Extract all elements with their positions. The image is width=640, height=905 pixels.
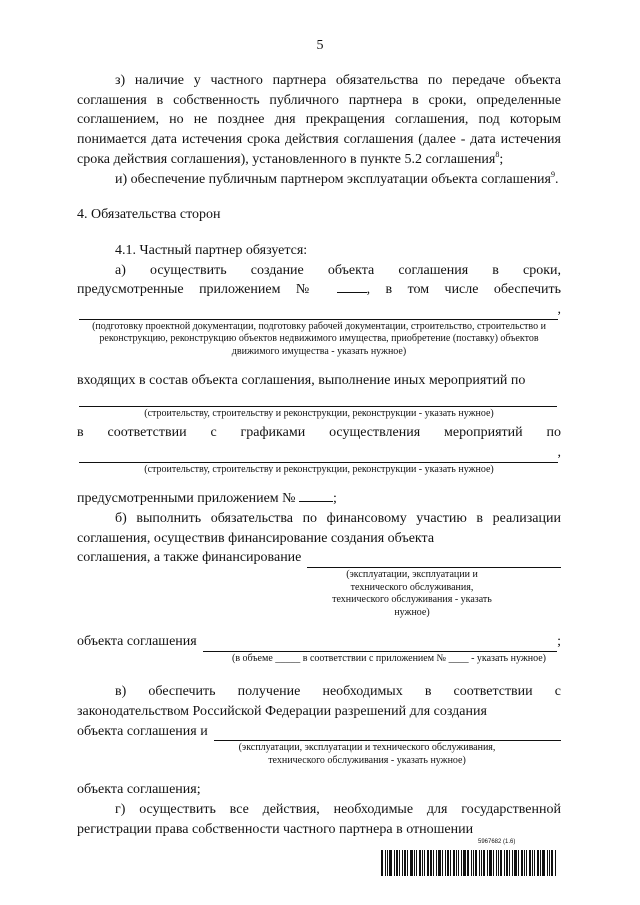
barcode-bar (396, 850, 398, 876)
barcode-bar (407, 850, 408, 876)
barcode-bar (555, 850, 556, 876)
section-heading: 4. Обязательства сторон (77, 207, 221, 223)
barcode-bar (512, 850, 513, 876)
appendix-number-blank-2[interactable] (299, 489, 333, 502)
caption-b2: (в объеме _____ в соответствии с приложением № ____ - указать нужное) (231, 652, 546, 664)
barcode-bar (526, 850, 527, 876)
paragraph-i (77, 170, 561, 190)
item-a-appendix-label-2: предусмотренными приложением № (77, 491, 296, 507)
fill-line-a1 (77, 300, 561, 320)
item-a-line-5 (77, 489, 561, 509)
barcode-bar (410, 850, 413, 876)
fill-line-a2 (77, 391, 561, 407)
fill-line-comma: , (557, 445, 561, 461)
fill-line-v1 (77, 722, 561, 742)
fill-line-b1 (77, 548, 561, 568)
barcode-bar (551, 850, 553, 876)
barcode-bar (389, 850, 392, 876)
barcode-bar (532, 850, 533, 876)
barcode-bar (471, 850, 472, 876)
barcode-bar (500, 850, 502, 876)
barcode-bar (461, 850, 462, 876)
blank-field-b2[interactable] (203, 636, 557, 652)
blank-field-a3[interactable] (79, 447, 558, 463)
barcode-bar (453, 850, 455, 876)
barcode-bar (481, 850, 482, 876)
barcode-bar (430, 850, 432, 876)
barcode-bar (537, 850, 539, 876)
paragraph-z-end: ; (499, 151, 504, 167)
barcode-number: 5967682 (1.6) (478, 839, 516, 845)
barcode-bar (542, 850, 545, 876)
barcode-bar (489, 850, 492, 876)
blank-field-b1[interactable] (307, 552, 561, 568)
item-g-text: г) осуществить все действия, необходимые для государственной регистрации права собственности частного партнера в отношении (77, 802, 561, 837)
appendix-number-blank[interactable] (337, 280, 367, 293)
fill-line-b2 (77, 632, 561, 652)
fill-line-semicolon: ; (557, 634, 561, 650)
caption-a3: (строительству, строительству и реконструкции, реконструкции - указать нужное) (144, 463, 494, 475)
paragraph-i-text: и) обеспечение публичным партнером эксплуатации объекта соглашения (115, 171, 551, 187)
barcode-bar (427, 850, 429, 876)
barcode-bar (529, 850, 531, 876)
barcode-bar (498, 850, 499, 876)
barcode-bar (534, 850, 535, 876)
barcode-bar (493, 850, 494, 876)
barcode-bar (547, 850, 548, 876)
barcode-bar (414, 850, 415, 876)
barcode-bar (402, 850, 403, 876)
barcode-bar (394, 850, 395, 876)
footnote-ref-9[interactable]: 9 (551, 169, 555, 179)
barcode-bar (463, 850, 466, 876)
item-v-line-3: объекта соглашения; (77, 782, 201, 798)
footnote-ref-8[interactable]: 8 (495, 149, 500, 159)
item-b-line-3: объекта соглашения (77, 634, 197, 650)
barcode-bar (521, 850, 523, 876)
barcode-bar (540, 850, 541, 876)
barcode-bar (438, 850, 441, 876)
barcode-bar (506, 850, 508, 876)
barcode-bar (475, 850, 477, 876)
barcode-bar (518, 850, 519, 876)
barcode-bar (458, 850, 459, 876)
item-a-line-4: в соответствии с графиками осуществления мероприятий по (77, 425, 561, 441)
document-barcode (381, 850, 560, 876)
fill-line-a3 (77, 443, 561, 463)
barcode-bar (467, 850, 469, 876)
item-v-line-2: объекта соглашения и (77, 723, 208, 739)
item-a-line-1: а) осуществить создание объекта соглашения в сроки, (115, 262, 561, 278)
blank-field-a2[interactable] (79, 391, 557, 407)
barcode-bar (385, 850, 386, 876)
barcode-bar (483, 850, 485, 876)
barcode-bar (404, 850, 406, 876)
item-a-line-2 (77, 280, 561, 300)
barcode-bar (436, 850, 437, 876)
barcode-bar (549, 850, 550, 876)
item-b-line-2: соглашения, а также финансирование (77, 550, 302, 566)
barcode-bar (509, 850, 510, 876)
item-a-line-3: входящих в состав объекта соглашения, выполнение иных мероприятий по (77, 373, 526, 389)
fill-line-comma: , (557, 302, 561, 318)
barcode-bar (504, 850, 505, 876)
barcode-bar (487, 850, 488, 876)
barcode-bar (524, 850, 525, 876)
page-number: 5 (316, 38, 324, 53)
caption-v1: (эксплуатации, эксплуатации и технического обслуживания, технического обслуживания - указать нужное) (238, 742, 496, 766)
item-a-end: ; (333, 491, 337, 507)
item-a-line-2-tail: , в том числе обеспечить (366, 282, 562, 298)
barcode-bar (456, 850, 457, 876)
barcode-bar (399, 850, 400, 876)
barcode-bar (387, 850, 388, 876)
caption-b1: (эксплуатации, эксплуатации и технического обслуживания, технического обслуживания - указать нужное) (332, 569, 492, 618)
barcode-bar (496, 850, 497, 876)
barcode-bar (473, 850, 474, 876)
barcode-bar (381, 850, 383, 876)
document-body (77, 71, 561, 840)
item-b-text: б) выполнить обязательства по финансовому участию в реализации соглашения, осуществив финансирование создания объекта (77, 511, 561, 546)
barcode-bar (479, 850, 480, 876)
caption-a1: (подготовку проектной документации, подготовку рабочей документации, строительство, строительство и реконструкцию, реконструкцию объектов недвижимого имущества, приобретение (поставку) объектов движимого имущества - указать нужное) (92, 320, 546, 357)
paragraph-z (77, 71, 561, 170)
barcode-bar (442, 850, 443, 876)
blank-field-a1[interactable] (79, 304, 558, 320)
barcode-bar (424, 850, 425, 876)
item-v-text: в) обеспечить получение необходимых в соответствии с законодательством Российской Федерации разрешений для создания (77, 684, 561, 720)
caption-a2: (строительству, строительству и реконструкции, реконструкции - указать нужное) (144, 407, 494, 419)
barcode-bar (416, 850, 417, 876)
barcode-bar (419, 850, 421, 876)
barcode-bar (450, 850, 451, 876)
barcode-bar (433, 850, 434, 876)
barcode-bar (445, 850, 446, 876)
barcode-bar (447, 850, 449, 876)
paragraph-i-end: . (555, 171, 559, 187)
clause-4-1: 4.1. Частный партнер обязуется: (115, 242, 308, 258)
barcode-bar (422, 850, 423, 876)
blank-field-v1[interactable] (214, 725, 561, 741)
item-a-appendix-label: предусмотренные приложением № (77, 282, 322, 298)
paragraph-z-text: з) наличие у частного партнера обязательства по передаче объекта соглашения в собственность публичного партнера в сроки, определенные соглашением, но не позднее дня прекращения соглашения, под которым понимается дата истечения срока действия соглашения (далее - дата истечения срока действия соглашения), установленного в пункте 5.2 соглашения (77, 73, 561, 167)
barcode-bar (514, 850, 517, 876)
